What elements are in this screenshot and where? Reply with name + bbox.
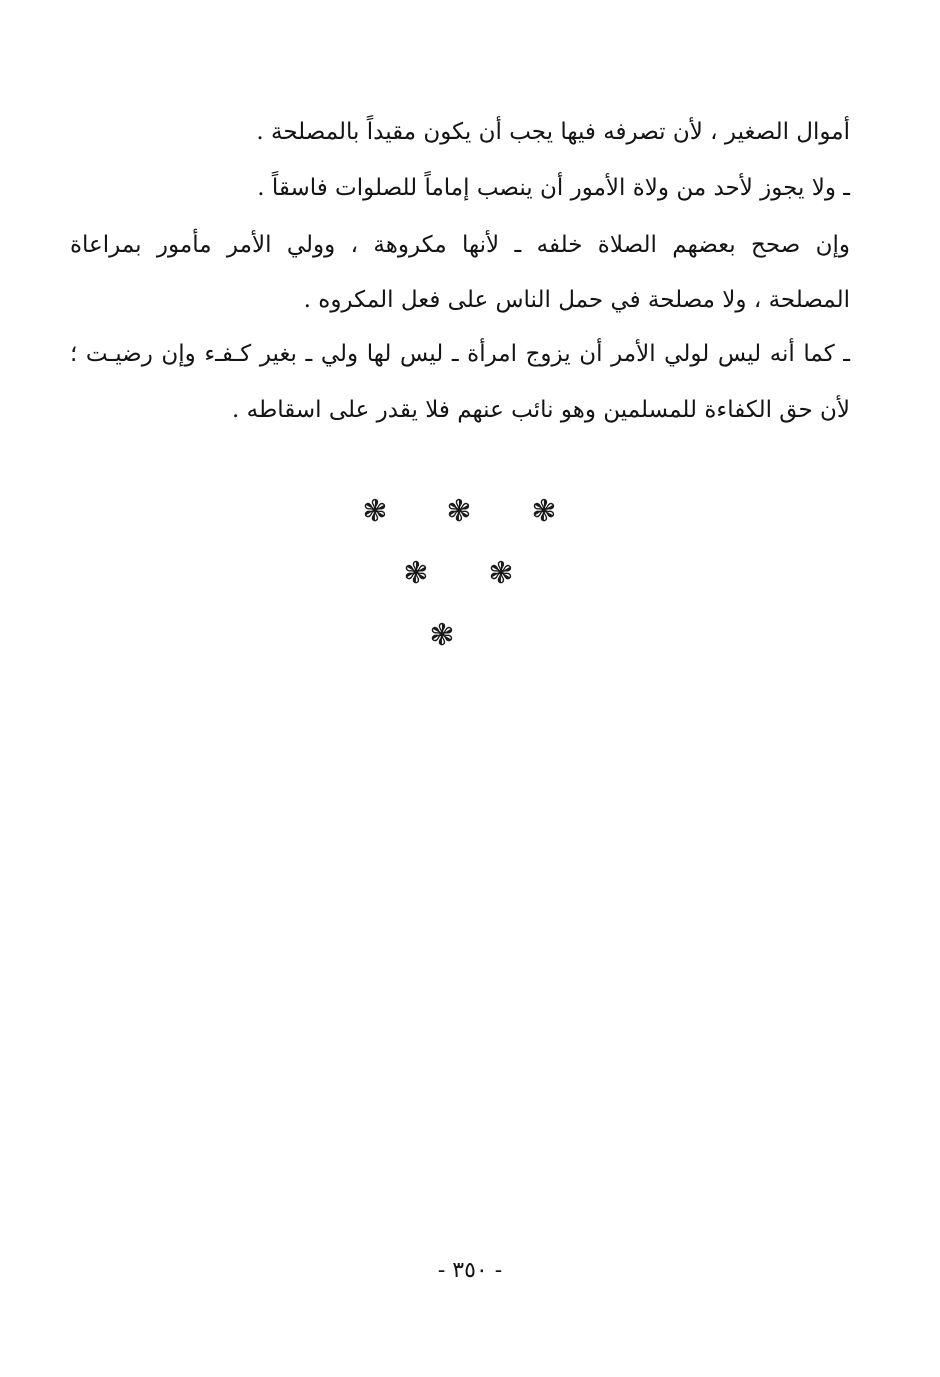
ornament-row-3 — [0, 618, 940, 653]
ornament-row-1 — [0, 494, 940, 529]
text-line-4: المصلحة ، ولا مصلحة في حمل الناس على فعل المكروه . — [303, 287, 850, 313]
star-ornament-icon: ❃ — [531, 494, 557, 529]
page-number: - ٣٥٠ - — [437, 1258, 503, 1283]
section-divider-ornaments — [0, 494, 940, 657]
star-ornament-icon: ❃ — [446, 494, 472, 529]
text-line-3: وإن صحح بعضهم الصلاة خلفه ـ لأنها مكروهة ، وولي الأمر مأمور بمراعاة — [70, 232, 850, 258]
star-ornament-icon: ❃ — [403, 556, 429, 591]
text-line-6: لأن حق الكفاءة للمسلمين وهو نائب عنهم فلا يقدر على اسقاطه . — [231, 397, 850, 423]
text-line-1: أموال الصغير ، لأن تصرفه فيها يجب أن يكون مقيداً بالمصلحة . — [256, 119, 850, 145]
body-text — [70, 112, 850, 432]
star-ornament-icon: ❃ — [429, 618, 455, 653]
ornament-row-2 — [0, 556, 940, 591]
text-line-2: ـ ولا يجوز لأحد من ولاة الأمور أن ينصب إماماً للصلوات فاسقاً . — [257, 175, 850, 201]
star-ornament-icon: ❃ — [488, 556, 514, 591]
text-line-5: ـ كما أنه ليس لولي الأمر أن يزوج امرأة ـ ليس لها ولي ـ بغير كـفـء وإن رضيـت ؛ — [70, 341, 850, 367]
star-ornament-icon: ❃ — [362, 494, 388, 529]
